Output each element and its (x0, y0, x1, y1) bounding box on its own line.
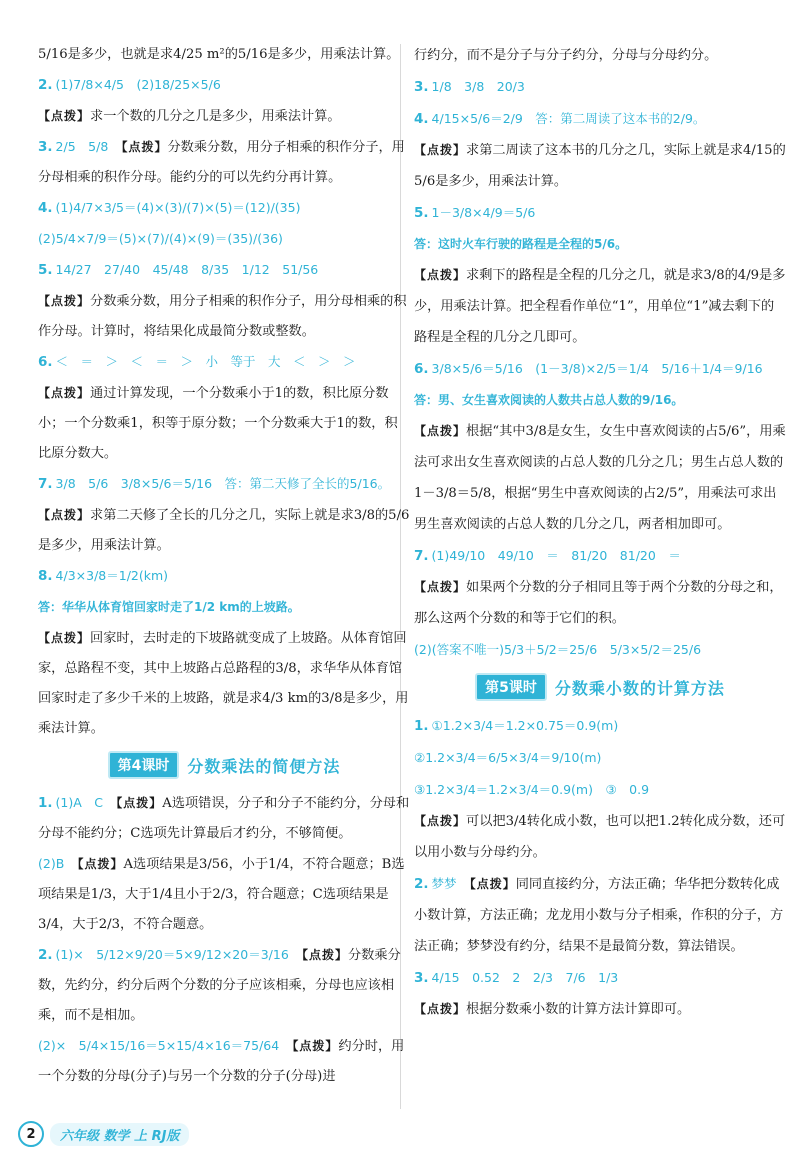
answer-text: 14/27 27/40 45/48 8/35 1/12 51/56 (55, 262, 319, 277)
answer-text: 1/8 3/8 20/3 (431, 79, 525, 94)
answer-item (414, 135, 786, 197)
hint-label: 【点拨】 (38, 109, 91, 123)
question-number: 3. (414, 79, 429, 95)
explanation-text: 分数乘分数，用分子相乘的积作分子，用分母相乘的积作分母。计算时，将结果化成最简分数或整数。 (38, 294, 407, 339)
right-column (414, 40, 786, 1025)
answer-text: 4/3×3/8＝1/2(km) (55, 568, 169, 583)
explanation-text: 求第二周读了这本书的几分之几，实际上就是求4/15的5/6是多少，用乘法计算。 (414, 143, 786, 189)
answer-item (414, 40, 786, 71)
hint-label: 【点拨】 (469, 877, 516, 891)
answer-item (38, 500, 410, 561)
answer-item (38, 849, 410, 940)
answer-text: 3/8 5/6 3/8×5/6＝5/16 答：第二天修了全长的5/16。 (55, 476, 391, 491)
left-column (38, 40, 410, 1092)
answer-item (38, 347, 410, 378)
answer-item (414, 197, 786, 229)
question-number: 3. (414, 970, 429, 986)
answer-text: 3/8×5/6＝5/16 (1－3/8)×2/5＝1/4 5/16＋1/4＝9/16 (431, 361, 763, 376)
question-number: 3. (38, 139, 53, 155)
question-number: 7. (38, 476, 53, 492)
answer-item (414, 994, 786, 1025)
answer-item (38, 193, 410, 224)
answer-item (38, 1031, 410, 1092)
question-number: 7. (414, 548, 429, 564)
answer-text: 2/5 5/8 (55, 139, 109, 154)
answer-item (414, 229, 786, 260)
lesson-tag: 第4课时 (108, 751, 180, 779)
answer-text: ＜ ＝ ＞ ＜ ＝ ＞ 小 等于 大 ＜ ＞ ＞ (55, 354, 356, 369)
question-number: 5. (414, 205, 429, 221)
answer-item (38, 286, 410, 347)
answer-item (38, 940, 410, 1031)
explanation-text: 5/16是多少，也就是求4/25 m²的5/16是多少，用乘法计算。 (38, 47, 400, 62)
answer-text: 答：华华从体育馆回家时走了1/2 km的上坡路。 (38, 600, 300, 614)
answer-item (414, 774, 786, 806)
answer-item (38, 101, 410, 132)
answer-text: ①1.2×3/4＝1.2×0.75＝0.9(m) (431, 718, 619, 733)
book-brand: 六年级 数学 上 RJ版 (50, 1123, 189, 1146)
explanation-text: 分数乘分数，先约分，约分后两个分数的分子应该相乘，分母也应该相乘，而不是相加。 (38, 948, 401, 1023)
answer-item (414, 742, 786, 774)
hint-label: 【点拨】 (414, 268, 467, 282)
answer-text: 答：男、女生喜欢阅读的人数共占总人数的9/16。 (414, 393, 684, 407)
answer-item (38, 788, 410, 849)
explanation-text: 求剩下的路程是全程的几分之几，就是求3/8的4/9是多少，用乘法计算。把全程看作单位“1”，用单位“1”减去剩下的路程是全程的几分之几即可。 (414, 268, 786, 345)
hint-label: 【点拨】 (38, 294, 91, 308)
answer-text: (1)× 5/12×9/20＝5×9/12×20＝3/16 (55, 947, 289, 962)
answer-text: 4/15×5/6＝2/9 答：第二周读了这本书的2/9。 (431, 111, 706, 126)
explanation-text: 求一个数的几分之几是多少，用乘法计算。 (90, 109, 341, 124)
answer-item (38, 224, 410, 255)
answer-text: (1)49/10 49/10 ＝ 81/20 81/20 ＝ (431, 548, 681, 563)
answer-text: (2)× 5/4×15/16＝5×15/4×16＝75/64 (38, 1038, 280, 1053)
answer-text: 1－3/8×4/9＝5/6 (431, 205, 536, 220)
answer-item (414, 540, 786, 572)
explanation-text: 如果两个分数的分子相同且等于两个分数的分母之和，那么这两个分数的和等于它们的积。 (414, 580, 783, 626)
lesson-title: 分数乘法的简便方法 (187, 756, 341, 776)
answer-item (38, 40, 410, 70)
hint-label: 【点拨】 (38, 508, 91, 522)
answer-text: (1)7/8×4/5 (2)18/25×5/6 (55, 77, 221, 92)
explanation-text: 回家时，去时走的下坡路就变成了上坡路。从体育馆回家，总路程不变，其中上坡路占总路程的3/8，求华华从体育馆回家时走了多少千米的上坡路，就是求4/3 km的3/8是多少，用乘法计算。 (38, 631, 409, 736)
hint-label: 【点拨】 (414, 580, 467, 594)
answer-item (38, 469, 410, 500)
hint-label: 【点拨】 (77, 857, 124, 871)
answer-item (414, 385, 786, 416)
question-number: 4. (38, 200, 53, 216)
lesson-tag: 第5课时 (475, 673, 547, 701)
explanation-text: 根据分数乘小数的计算方法计算即可。 (466, 1002, 691, 1017)
question-number: 2. (38, 947, 53, 963)
answer-item (414, 710, 786, 742)
answer-text: (2)(答案不唯一)5/3＋5/2＝25/6 5/3×5/2＝25/6 (414, 642, 702, 657)
answer-text: 答：这时火车行驶的路程是全程的5/6。 (414, 237, 628, 251)
question-number: 2. (38, 77, 53, 93)
answer-text: (2)B (38, 856, 65, 871)
explanation-text: 根据“其中3/8是女生，女生中喜欢阅读的占5/6”，用乘法可求出女生喜欢阅读的占总人数的几分之几；男生占总人数的1－3/8＝5/8，根据“男生中喜欢阅读的占2/5”，用乘法可求出男生喜欢阅读的占总人数的几分之几，两者相加即可。 (414, 424, 786, 532)
answer-item (38, 255, 410, 286)
answer-text: 梦梦 (431, 876, 457, 891)
answer-item (414, 260, 786, 353)
explanation-text: 可以把3/4转化成小数，也可以把1.2转化成分数，还可以用小数与分母约分。 (414, 814, 786, 860)
section-header (414, 670, 786, 704)
question-number: 6. (414, 361, 429, 377)
answer-item (38, 592, 410, 623)
answer-item (38, 378, 410, 469)
explanation-text: 求第二天修了全长的几分之几，实际上就是求3/8的5/6是多少，用乘法计算。 (38, 508, 410, 553)
question-number: 5. (38, 262, 53, 278)
explanation-text: 通过计算发现，一个分数乘小于1的数，积比原分数小；一个分数乘1，积等于原分数；一个分数乘大于1的数，积比原分数大。 (38, 386, 398, 461)
hint-label: 【点拨】 (121, 140, 168, 154)
hint-label: 【点拨】 (414, 143, 467, 157)
explanation-text: A选项结果是3/56，小于1/4，不符合题意；B选项结果是1/3，大于1/4且小于2/3，符合题意；C选项结果是3/4，大于2/3，不符合题意。 (38, 857, 405, 932)
hint-label: 【点拨】 (38, 386, 91, 400)
answer-item (414, 962, 786, 994)
answer-text: (2)5/4×7/9＝(5)×(7)/(4)×(9)＝(35)/(36) (38, 231, 283, 246)
answer-item (414, 103, 786, 135)
answer-text: ②1.2×3/4＝6/5×3/4＝9/10(m) (414, 750, 602, 765)
answer-item (414, 868, 786, 962)
question-number: 1. (38, 795, 53, 811)
lesson-title: 分数乘小数的计算方法 (554, 678, 725, 698)
hint-label: 【点拨】 (414, 424, 467, 438)
answer-item (414, 416, 786, 540)
answer-item (38, 623, 410, 744)
explanation-text: A选项错误，分子和分子不能约分，分母和分母不能约分；C选项先计算最后才约分，不够简便。 (38, 796, 410, 841)
question-number: 4. (414, 111, 429, 127)
answer-text: ③1.2×3/4＝1.2×3/4＝0.9(m) ③ 0.9 (414, 782, 650, 797)
page-footer (18, 1122, 189, 1146)
hint-label: 【点拨】 (38, 631, 91, 645)
answer-item (414, 71, 786, 103)
answer-text: 4/15 0.52 2 2/3 7/6 1/3 (431, 970, 619, 985)
question-number: 1. (414, 718, 429, 734)
hint-label: 【点拨】 (414, 1002, 467, 1016)
answer-item (414, 806, 786, 868)
hint-label: 【点拨】 (292, 1039, 339, 1053)
page-number: 2 (18, 1121, 44, 1147)
question-number: 2. (414, 876, 429, 892)
explanation-text: 行约分，而不是分子与分子约分，分母与分母约分。 (414, 48, 718, 63)
section-header (38, 748, 410, 782)
answer-item (38, 132, 410, 193)
answer-item (414, 572, 786, 634)
question-number: 8. (38, 568, 53, 584)
answer-item (38, 561, 410, 592)
question-number: 6. (38, 354, 53, 370)
hint-label: 【点拨】 (414, 814, 467, 828)
explanation-text: 同同直接约分，方法正确；华华把分数转化成小数计算，方法正确；龙龙用小数与分子相乘，作积的分子，方法正确；梦梦没有约分，结果不是最简分数，算法错误。 (414, 877, 784, 954)
hint-label: 【点拨】 (116, 796, 163, 810)
answer-item (38, 70, 410, 101)
answer-text: (1)4/7×3/5＝(4)×(3)/(7)×(5)＝(12)/(35) (55, 200, 301, 215)
answer-text: (1)A C (55, 795, 104, 810)
explanation-text: 约分时，用一个分数的分母(分子)与另一个分数的分子(分母)进 (38, 1039, 405, 1084)
explanation-text: 分数乘分数，用分子相乘的积作分子，用分母相乘的积作分母。能约分的可以先约分再计算。 (38, 140, 405, 185)
answer-item (414, 353, 786, 385)
hint-label: 【点拨】 (301, 948, 348, 962)
answer-item (414, 634, 786, 666)
